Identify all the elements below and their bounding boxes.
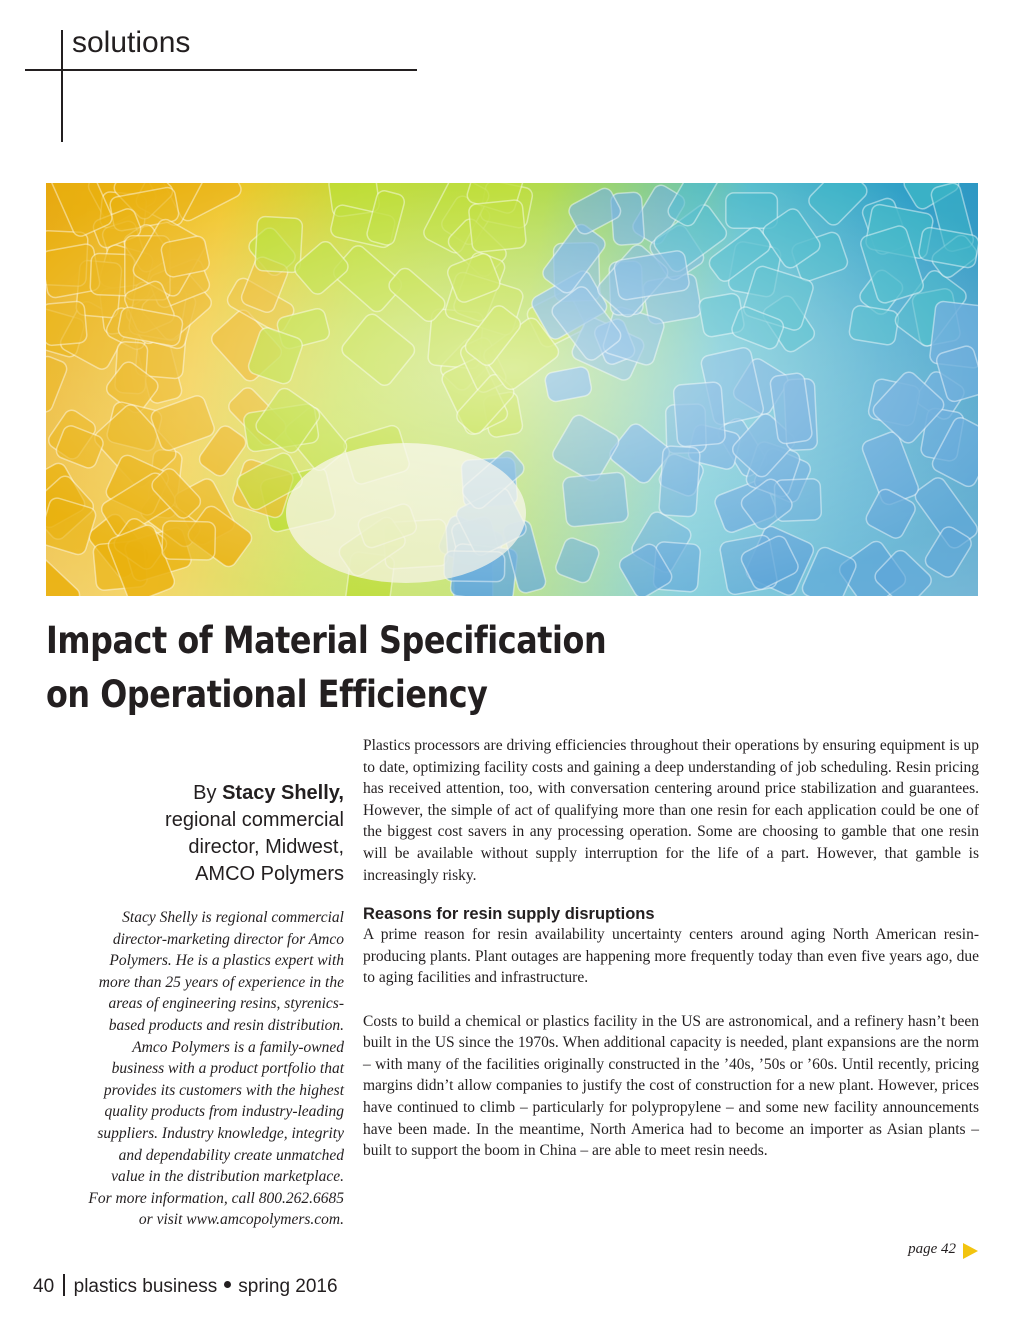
byline-role-line-2: director, Midwest, bbox=[188, 836, 344, 858]
intro-paragraph: Plastics processors are driving efficiencies throughout their operations by ensuring equipment is up to date, optimizing facility costs and gaining a deep understanding of job scheduling. Resin pricing has received attention, too, with conversation centering around price stabilization and guarantees. However, the simple of act of qualifying more than one resin for each application could be one of the biggest cost savers in any processing operation. Some are choosing to gamble that one resin will be available without supply interruption for the life of a part. However, that gamble is increasingly risky. bbox=[363, 737, 979, 884]
article-headline bbox=[46, 614, 820, 722]
byline-author-line bbox=[160, 780, 344, 807]
headline-line-1: Impact of Material Specification bbox=[46, 619, 607, 662]
footer-publication: plastics business bbox=[73, 1276, 218, 1297]
page-footer bbox=[33, 1274, 338, 1298]
bio-line: value in the distribution marketplace. bbox=[111, 1168, 344, 1186]
body-paragraph: Costs to build a chemical or plastics facility in the US are astronomical, and a refinery hasn’t been built in the US since the 1970s. When additional capacity is needed, plant expansions are the norm – with many of the facilities originally constructed in the ’40s, ’50s or ’60s. Until recently, pricing margins didn’t allow companies to justify the cost of construction for a new plant. However, prices have continued to climb – particularly for polypropylene – and some new facility announcements have been made. In the meantime, North America had to become an importer as Asian plants – built to support the boom in China – are able to meet resin needs. bbox=[363, 1012, 979, 1160]
bio-line: suppliers. Industry knowledge, integrity bbox=[97, 1124, 344, 1142]
author-byline bbox=[160, 780, 344, 888]
bio-line: Amco Polymers is a family-owned bbox=[132, 1038, 344, 1056]
bio-line: provides its customers with the highest bbox=[103, 1081, 344, 1099]
body-paragraph: A prime reason for resin availability uncertainty centers around aging North American resin-producing plants. Plant outages are happening more frequently today than even five years ago, due to aging facilities and infrastructure. bbox=[363, 926, 979, 987]
hero-photo-resin-pellets bbox=[46, 183, 978, 596]
header-rule-horizontal bbox=[25, 69, 417, 71]
bio-line: For more information, call 800.262.6685 bbox=[88, 1189, 344, 1207]
byline-role-line-1: regional commercial bbox=[165, 809, 344, 831]
bio-line: more than 25 years of experience in the bbox=[98, 973, 344, 991]
bio-line: or visit www.amcopolymers.com. bbox=[138, 1211, 344, 1229]
bio-line: quality products from industry-leading bbox=[104, 1103, 344, 1121]
resin-pellets-illustration bbox=[46, 183, 978, 596]
footer-page-number: 40 bbox=[33, 1276, 55, 1297]
bio-line: based products and resin distribution. bbox=[108, 1016, 344, 1034]
section-label: solutions bbox=[72, 26, 191, 59]
author-bio bbox=[40, 907, 344, 1231]
byline-company: AMCO Polymers bbox=[195, 863, 344, 885]
footer-bullet bbox=[224, 1281, 231, 1288]
bio-line: and dependability create unmatched bbox=[118, 1146, 344, 1164]
bio-line: Polymers. He is a plastics expert with bbox=[109, 952, 344, 970]
footer-separator bbox=[63, 1274, 65, 1296]
bio-line: areas of engineering resins, styrenics- bbox=[108, 995, 344, 1013]
section-subhead: Reasons for resin supply disruptions bbox=[363, 905, 655, 924]
bio-line: director-marketing director for Amco bbox=[112, 930, 344, 948]
article-body bbox=[363, 735, 979, 1162]
right-triangle-icon bbox=[963, 1243, 978, 1259]
header-rule-vertical bbox=[61, 30, 63, 142]
footer-issue: spring 2016 bbox=[238, 1276, 338, 1297]
byline-by: By bbox=[193, 782, 217, 804]
continued-on-link[interactable] bbox=[896, 1240, 980, 1262]
bio-line: business with a product portfolio that bbox=[111, 1060, 344, 1078]
headline-line-2: on Operational Efficiency bbox=[46, 673, 488, 716]
bio-line: Stacy Shelly is regional commercial bbox=[122, 909, 344, 926]
byline-author-name: Stacy Shelly, bbox=[222, 782, 344, 804]
continued-on-label: page 42 bbox=[908, 1241, 956, 1257]
